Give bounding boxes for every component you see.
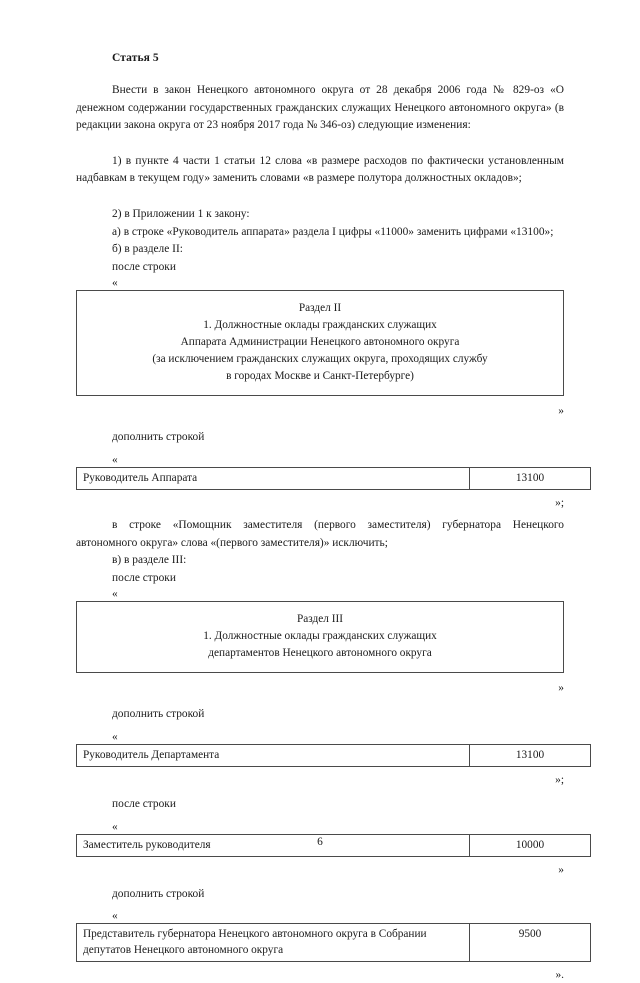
page-number: 6	[317, 836, 323, 848]
table-salary-row-1	[76, 467, 591, 490]
spacer	[76, 135, 564, 153]
paragraph-add-line-2: дополнить строкой	[112, 708, 205, 721]
row-salary-value: 9500	[470, 924, 591, 962]
box-razdel-3-line-1: Раздел III	[296, 613, 344, 626]
paragraph-add-line-3: дополнить строкой	[112, 887, 205, 900]
quote-close-mark-1: »	[558, 405, 564, 418]
spacer	[76, 878, 564, 886]
quote-open-mark-3: «	[112, 588, 118, 601]
paragraph-assistant-clause: в строке «Помощник заместителя (первого заместителя) губернатора Ненецкого автономного округа» слова «(первого заместителя)» исключить;	[76, 518, 564, 549]
quote-close-mark-4: »;	[555, 773, 564, 786]
spacer	[76, 788, 564, 796]
row-salary-value: 13100	[470, 744, 591, 766]
box-razdel-2-line-3: Аппарата Администрации Ненецкого автономного округа	[180, 336, 460, 349]
table-salary-row-4	[76, 923, 591, 962]
spacer	[76, 419, 564, 429]
row-position-name: Руководитель Департамента	[77, 744, 470, 766]
box-razdel-2-line-2: 1. Должностные оклады гражданских служащих	[203, 319, 437, 332]
row-position-name	[77, 924, 470, 962]
box-razdel-3	[76, 601, 564, 673]
paragraph-after-line-2: после строки	[112, 571, 176, 584]
spacer	[76, 396, 564, 404]
box-razdel-3-line-3: департаментов Ненецкого автономного округа	[208, 647, 432, 660]
quote-open-mark-4: «	[112, 730, 118, 743]
box-razdel-2-line-4: (за исключением гражданских служащих округа, проходящих службу	[152, 353, 488, 366]
spacer	[76, 673, 564, 681]
paragraph-item-1: 1) в пункте 4 части 1 статьи 12 слова «в размере расходов по фактически установленным надбавкам в текущем году» заменить словами «в размере полутора должностных окладов»;	[76, 154, 564, 185]
row-salary-value: 13100	[470, 467, 591, 489]
quote-open-mark-1: «	[112, 277, 118, 290]
table-row	[77, 924, 591, 962]
quote-open-mark-5: «	[112, 820, 118, 833]
quote-close-mark-2: »;	[555, 496, 564, 509]
row-position-name-line-2: в Собрании депутатов Ненецкого автономного округа	[83, 928, 427, 957]
box-razdel-3-line-2: 1. Должностные оклады гражданских служащих	[203, 630, 437, 643]
paragraph-item-2b: б) в разделе II:	[112, 243, 183, 256]
row-position-name: Заместитель руководителя	[77, 834, 470, 856]
paragraph-item-2: 2) в Приложении 1 к закону:	[112, 207, 250, 220]
table-row	[77, 467, 591, 489]
paragraph-after-line-3: после строки	[112, 797, 176, 810]
row-position-name-line-1: Представитель губернатора Ненецкого автономного округа	[83, 928, 368, 941]
box-razdel-2-line-1: Раздел II	[298, 302, 342, 315]
quote-close-mark-5: »	[558, 863, 564, 876]
table-salary-row-2	[76, 744, 591, 767]
paragraph-add-line-1: дополнить строкой	[112, 431, 205, 444]
paragraph-item-2v: в) в разделе III:	[112, 554, 187, 567]
row-position-name: Руководитель Аппарата	[77, 467, 470, 489]
table-row	[77, 744, 591, 766]
paragraph-after-line-1: после строки	[112, 260, 176, 273]
paragraph-intro: Внести в закон Ненецкого автономного округа от 28 декабря 2006 года № 829-оз «О денежном содержании государственных гражданских служащих Ненецкого автономного округа» (в редакции закона округа от 23 ноября 2017 года № 346-оз) следующие изменения:	[76, 84, 564, 132]
quote-close-mark-6: ».	[555, 969, 564, 982]
quote-close-mark-3: »	[558, 682, 564, 695]
spacer	[76, 188, 564, 206]
quote-open-mark-2: «	[112, 453, 118, 466]
paragraph-item-2a: а) в строке «Руководитель аппарата» раздела I цифры «11000» заменить цифрами «13100»;	[112, 225, 554, 238]
article-heading: Статья 5	[112, 52, 159, 64]
quote-open-mark-6: «	[112, 910, 118, 923]
row-salary-value: 10000	[470, 834, 591, 856]
box-razdel-2-line-5: в городах Москве и Санкт-Петербурге)	[226, 370, 414, 383]
spacer	[76, 696, 564, 706]
box-razdel-2	[76, 290, 564, 396]
